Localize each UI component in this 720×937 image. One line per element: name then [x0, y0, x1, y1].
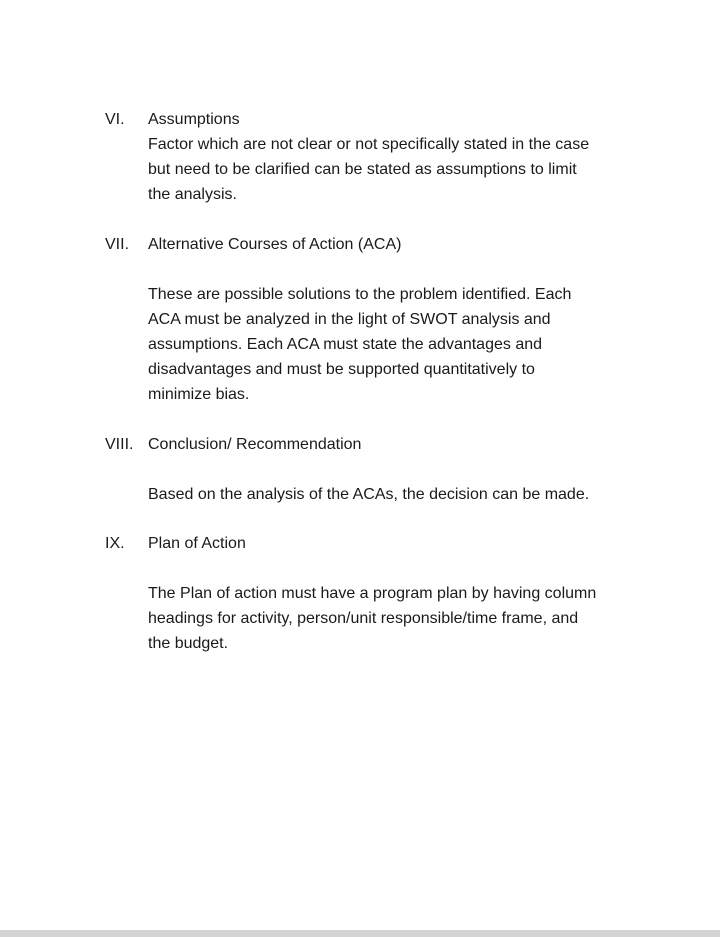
section-heading: Alternative Courses of Action (ACA) — [148, 236, 402, 253]
body-line: The Plan of action must have a program plan by having column — [148, 585, 597, 602]
body-line: headings for activity, person/unit responsible/time frame, and — [148, 610, 579, 627]
section-heading: Plan of Action — [148, 535, 246, 552]
section-heading: Assumptions — [148, 111, 240, 128]
body-line: disadvantages and must be supported quantitatively to — [148, 361, 535, 378]
section-body — [148, 132, 648, 207]
section-numeral: IX. — [105, 535, 125, 552]
body-line: the analysis. — [148, 186, 237, 203]
page-bottom-edge — [0, 930, 720, 937]
section-numeral: VI. — [105, 111, 125, 128]
section-body — [148, 282, 648, 407]
body-line: ACA must be analyzed in the light of SWOT analysis and — [148, 311, 551, 328]
body-line: the budget. — [148, 635, 229, 652]
section-body — [148, 581, 648, 656]
section-heading: Conclusion/ Recommendation — [148, 436, 362, 453]
body-line: but need to be clarified can be stated as assumptions to limit — [148, 161, 577, 178]
body-line: Based on the analysis of the ACAs, the decision can be made. — [148, 486, 590, 503]
body-line: These are possible solutions to the problem identified. Each — [148, 286, 572, 303]
body-line: assumptions. Each ACA must state the advantages and — [148, 336, 543, 353]
section-numeral: VIII. — [105, 436, 134, 453]
body-line: minimize bias. — [148, 386, 250, 403]
body-line: Factor which are not clear or not specifically stated in the case — [148, 136, 590, 153]
section-numeral: VII. — [105, 236, 130, 253]
section-body — [148, 482, 648, 507]
